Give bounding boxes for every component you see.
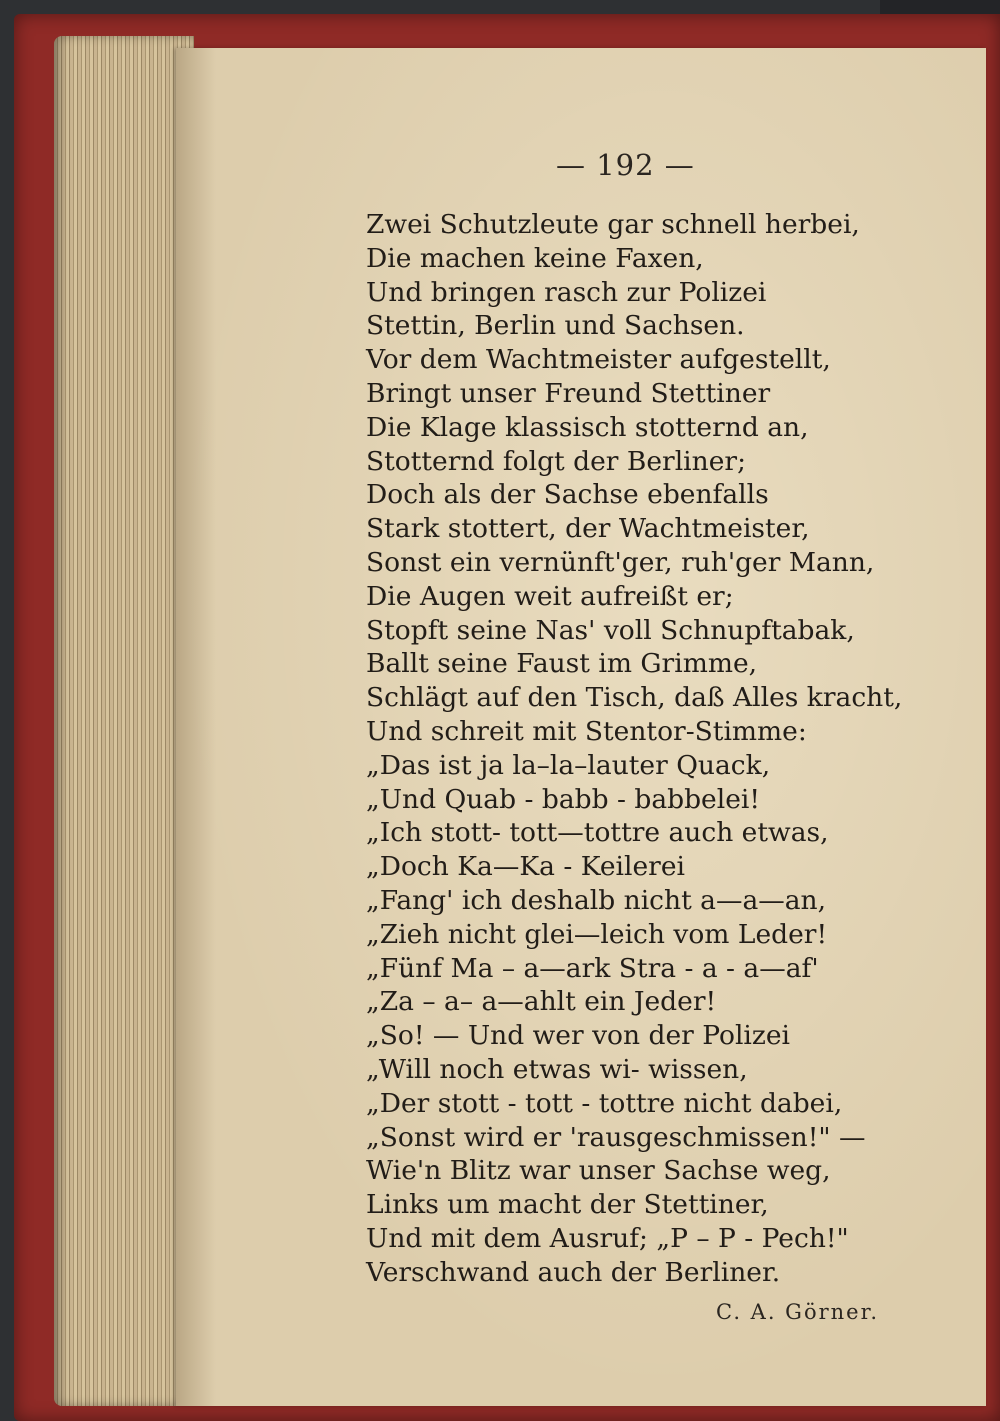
poem-line: Stettin, Berlin und Sachsen. xyxy=(366,310,745,342)
poem-line: Und bringen rasch zur Polizei xyxy=(366,276,767,308)
poem-line: Und mit dem Ausruf; „P – P - Pech!" xyxy=(366,1222,849,1254)
poem-line: Vor dem Wachtmeister aufgestellt, xyxy=(366,344,831,376)
poem-line: „Fünf Ma – a—ark Stra - a - a—af' xyxy=(366,952,819,984)
poem-line: „Doch Ka—Ka - Keilerei xyxy=(366,851,685,883)
poem-line: Wie'n Blitz war unser Sachse weg, xyxy=(366,1155,831,1187)
poem-line: Ballt seine Faust im Grimme, xyxy=(366,648,758,680)
poem-line: „Das ist ja la–la–lauter Quack, xyxy=(366,749,771,781)
poem-line: „Sonst wird er 'rausgeschmissen!" — xyxy=(366,1121,866,1153)
poem-line: „Fang' ich deshalb nicht a—a—an, xyxy=(366,884,827,916)
poem-text xyxy=(366,208,966,1290)
poem-line: „Will noch etwas wi- wissen, xyxy=(366,1053,748,1085)
poem-line: Die Klage klassisch stotternd an, xyxy=(366,411,809,443)
poem-line: Zwei Schutzleute gar schnell herbei, xyxy=(366,209,860,240)
poem-line: Und schreit mit Stentor-Stimme: xyxy=(366,715,807,747)
poem-line: „Und Quab - babb - babbelei! xyxy=(366,783,761,815)
poem-line: „Za – a– a—ahlt ein Jeder! xyxy=(366,986,717,1018)
poem-line: „Der stott - tott - tottre nicht dabei, xyxy=(366,1087,843,1119)
book-page xyxy=(176,48,986,1406)
author-signature: C. A. Görner. xyxy=(716,1300,880,1324)
poem-line: „Zieh nicht glei—leich vom Leder! xyxy=(366,918,828,950)
poem-line: Schlägt auf den Tisch, daß Alles kracht, xyxy=(366,682,903,714)
poem-line: Stark stottert, der Wachtmeister, xyxy=(366,513,810,545)
poem-line: Stopft seine Nas' voll Schnupftabak, xyxy=(366,614,855,646)
poem-line: „Ich stott- tott—tottre auch etwas, xyxy=(366,817,829,849)
poem-line: Links um macht der Stettiner, xyxy=(366,1189,769,1221)
page-number: — 192 — xyxy=(556,148,695,182)
poem-line: Die machen keine Faxen, xyxy=(366,242,704,274)
page-edges xyxy=(54,36,194,1406)
poem-line: Bringt unser Freund Stettiner xyxy=(366,377,771,409)
poem-line: „So! — Und wer von der Polizei xyxy=(366,1020,791,1052)
poem-line: Verschwand auch der Berliner. xyxy=(366,1256,781,1288)
poem-line: Sonst ein vernünft'ger, ruh'ger Mann, xyxy=(366,546,875,578)
poem-line: Stotternd folgt der Berliner; xyxy=(366,445,746,477)
poem-line: Die Augen weit aufreißt er; xyxy=(366,580,734,612)
poem-line: Doch als der Sachse ebenfalls xyxy=(366,479,769,511)
